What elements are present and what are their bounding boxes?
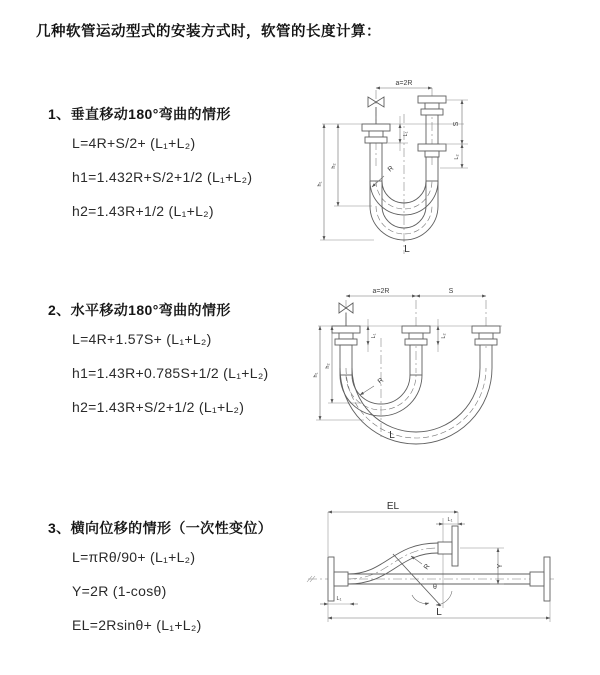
dimension-a2r <box>376 80 432 88</box>
section-3-heading: 3、横向位移的情形（一次性变位） <box>48 520 273 536</box>
dimension-h2 <box>331 124 372 206</box>
formula-h2: h2=1.43R+S/2+1/2 (L₁+L₂) <box>72 399 245 415</box>
middle-fitting <box>402 326 430 375</box>
dim-label-h2: h₂ <box>331 163 337 169</box>
diagram-lateral-displacement <box>298 498 600 646</box>
left-fitting <box>362 124 390 181</box>
page-title: 几种软管运动型式的安装方式时，软管的长度计算： <box>36 24 381 40</box>
formula-h1: h1=1.43R+0.785S+1/2 (L₁+L₂) <box>72 365 269 381</box>
left-fitting <box>332 326 360 375</box>
hose-u-bend <box>340 368 492 444</box>
dimension-y <box>460 548 504 584</box>
dim-label-h1: h₁ <box>317 181 323 187</box>
dim-label-r: R <box>386 164 396 174</box>
dim-label-el: EL <box>386 501 400 512</box>
formula-y: Y=2R (1-cosθ) <box>72 583 167 599</box>
dim-label-r: R <box>422 562 432 572</box>
dimension-l1 <box>388 116 409 151</box>
centerlines <box>346 300 486 440</box>
dim-label-y: Y <box>497 563 504 569</box>
section-2-heading: 2、水平移动180°弯曲的情形 <box>48 302 231 318</box>
dim-label-r: R <box>376 376 386 386</box>
dim-label-theta: θ <box>433 584 437 591</box>
dimension-a2r <box>346 288 416 296</box>
dim-label-l1-bottom: L₁ <box>336 596 342 602</box>
radius-callout <box>372 165 395 187</box>
dim-label-s: S <box>448 288 454 295</box>
radius-callout <box>411 556 432 571</box>
dimension-s <box>440 100 468 144</box>
section-horizontal-movement <box>48 300 328 431</box>
dim-label-l-bottom: L <box>389 430 395 441</box>
upper-flange <box>438 526 458 566</box>
dimension-l1-bottom <box>320 596 358 604</box>
section-lateral-displacement <box>48 518 328 649</box>
formula-length: L=4R+S/2+ (L₁+L₂) <box>72 135 196 151</box>
radius-callout <box>360 377 385 395</box>
dim-label-l2: L₂ <box>454 154 460 160</box>
right-flange <box>530 557 550 601</box>
dim-label-s: S <box>453 121 460 127</box>
formula-h2: h2=1.43R+1/2 (L₁+L₂) <box>72 203 214 219</box>
dim-label-l: L <box>436 607 442 618</box>
formula-length: L=4R+1.57S+ (L₁+L₂) <box>72 331 212 347</box>
valve-icon <box>368 97 384 124</box>
diagram-horizontal-u-bend <box>306 278 600 450</box>
formula-el: EL=2Rsinθ+ (L₁+L₂) <box>72 617 202 633</box>
dim-label-h1: h₁ <box>313 372 319 378</box>
dimension-l2 <box>438 319 447 352</box>
dim-label-l1-top: L₁ <box>447 517 453 523</box>
dim-label-a2r: a=2R <box>395 80 413 87</box>
dim-label-h2: h₂ <box>325 363 331 369</box>
formula-h1: h1=1.432R+S/2+1/2 (L₁+L₂) <box>72 169 253 185</box>
dimension-l1 <box>368 319 377 352</box>
dim-label-a2r: a=2R <box>372 288 390 295</box>
dimension-l1-top <box>436 517 465 608</box>
diagram-vertical-u-bend <box>310 66 560 266</box>
dimension-s <box>416 288 486 296</box>
dim-label-l1: L₁ <box>371 333 377 339</box>
formula-length: L=πRθ/90+ (L₁+L₂) <box>72 549 196 565</box>
dim-label-l-bottom: L <box>404 244 410 255</box>
dim-label-l1: L₁ <box>403 131 409 137</box>
section-1-heading: 1、垂直移动180°弯曲的情形 <box>48 106 231 122</box>
left-flange <box>328 557 348 601</box>
section-vertical-movement <box>48 104 328 235</box>
dim-label-l2: L₂ <box>441 333 447 339</box>
